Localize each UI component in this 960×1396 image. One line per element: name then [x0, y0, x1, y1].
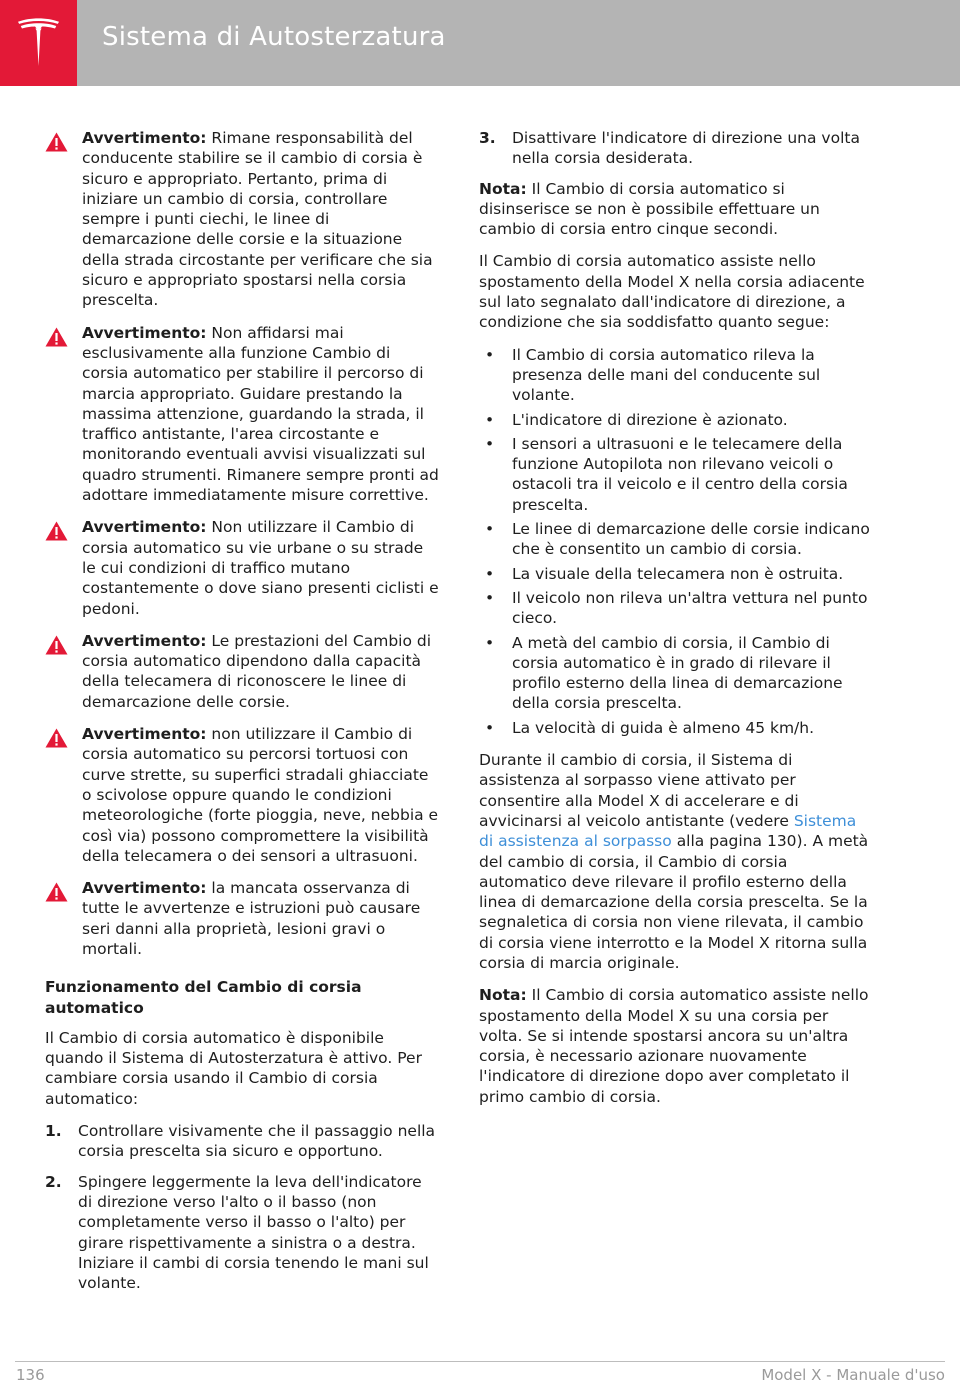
warning-icon: [45, 521, 68, 541]
warning-block: [45, 631, 440, 712]
conditions-intro: Il Cambio di corsia automatico assiste nello spostamento della Model X nella corsia adiacente sul lato segnalato dall'indicatore di direzione, a condizione che sia soddisfatto quanto segue:: [479, 252, 865, 332]
warning-text: Avvertimento: Le prestazioni del Cambio di corsia automatico dipendono dalla capacità della telecamera di riconoscere le linee di demarcazione delle corsie.: [82, 631, 432, 711]
list-item: • Le linee di demarcazione delle corsie indicano che è consentito un cambio di corsia.: [479, 519, 875, 560]
warning-block: [45, 878, 440, 959]
warning-icon: [45, 882, 68, 902]
note-paragraph: Nota: Il Cambio di corsia automatico si disinserisce se non è possibile effettuare un cambio di corsia entro cinque secondi.: [479, 179, 820, 239]
warning-text: Avvertimento: la mancata osservanza di tutte le avvertenze e istruzioni può causare seri danni alla proprietà, lesioni gravi o mortali.: [82, 879, 421, 958]
warning-text: Avvertimento: Rimane responsabilità del conducente stabilire se il cambio di corsia è sicuro e appropriato. Pertanto, prima di iniziare un cambio di corsia, controllare sempre i punti ciechi, le linee di demarcazione delle corsie e la situazione della strada circostante per verificare che sia sicuro e appropriato spostarsi nella corsia prescelta.: [82, 129, 433, 310]
section-heading: Funzionamento del Cambio di corsia automatico: [45, 978, 362, 1017]
warning-icon: [45, 635, 68, 655]
page-title: Sistema di Autosterzatura: [102, 22, 446, 52]
conditions-list: [479, 345, 875, 738]
list-item: • A metà del cambio di corsia, il Cambio di corsia automatico è in grado di rilevare il profilo esterno della linea di demarcazione della corsia prescelta.: [479, 633, 875, 714]
warning-icon: [45, 327, 68, 347]
list-item: • Il veicolo non rileva un'altra vettura nel punto cieco.: [479, 588, 875, 629]
tesla-logo-icon: [13, 17, 64, 69]
warning-icon: [45, 728, 68, 748]
warning-block: [45, 128, 440, 311]
steps-list-continued: [479, 128, 875, 169]
footer-divider: [15, 1361, 945, 1362]
list-item: • Il Cambio di corsia automatico rileva la presenza delle mani del conducente sul volante.: [479, 345, 875, 406]
warning-icon: [45, 132, 68, 152]
list-item: • La velocità di guida è almeno 45 km/h.: [479, 718, 875, 738]
page-header: [0, 0, 960, 86]
warning-text: Avvertimento: non utilizzare il Cambio di corsia automatico su percorsi tortuosi con curve strette, su superfici stradali ghiacciate o scivolose oppure quando le condizioni meteorologiche (forte pioggia, neve, nebbia e così via) possono compromettere la visibilità della telecamera o dei sensori a ultrasuoni.: [82, 725, 439, 865]
list-item: • I sensori a ultrasuoni e le telecamere della funzione Autopilota non rilevano veicoli o ostacoli tra il veicolo e il centro della corsia prescelta.: [479, 434, 875, 515]
warning-block: [45, 517, 440, 618]
right-column: [479, 128, 875, 1119]
steps-list: [45, 1121, 440, 1293]
list-item: • L'indicatore di direzione è azionato.: [479, 410, 875, 430]
list-item: 2. Spingere leggermente la leva dell'indicatore di direzione verso l'alto o il basso (non completamente verso il basso o l'alto) per girare rispettivamente a sinistra o a destra. Iniziare il cambi di corsia tenendo le mani sul volante.: [45, 1172, 429, 1293]
list-item: • La visuale della telecamera non è ostruita.: [479, 564, 875, 584]
warning-text: Avvertimento: Non affidarsi mai esclusivamente alla funzione Cambio di corsia automatico per stabilire il percorso di marcia appropriato. Guidare prestando la massima attenzione, guardando la strada, il traffico antistante, l'area circostante e monitorando eventuali avvisi visualizzati sul quadro strumenti. Rimanere sempre pronti ad adottare immediatamente misure correttive.: [82, 323, 439, 505]
overtake-assist-link[interactable]: Sistema di assistenza al sorpasso: [479, 811, 857, 851]
list-item: 3. Disattivare l'indicatore di direzione una volta nella corsia desiderata.: [479, 129, 860, 168]
left-column: [45, 128, 440, 1303]
warning-text: Avvertimento: Non utilizzare il Cambio di corsia automatico su vie urbane o su strade le cui condizioni di traffico mutano costantemente o dove siano presenti ciclisti e pedoni.: [82, 518, 439, 618]
warning-block: [45, 323, 440, 506]
section-intro: Il Cambio di corsia automatico è disponibile quando il Sistema di Autosterzatura è attivo. Per cambiare corsia usando il Cambio di corsia automatico:: [45, 1028, 422, 1108]
manual-title: Model X - Manuale d'uso: [761, 1366, 945, 1384]
brand-logo: [0, 0, 77, 86]
list-item: 1. Controllare visivamente che il passaggio nella corsia prescelta sia sicuro e opportuno.: [45, 1122, 436, 1161]
page-number: 136: [16, 1366, 45, 1384]
during-paragraph: Durante il cambio di corsia, il Sistema di assistenza al sorpasso viene attivato per consentire alla Model X di accelerare e di avvicinarsi al veicolo antistante (vedere Sistema di assistenza al sorpasso alla pagina 130). A metà del cambio di corsia, il Cambio di corsia automatico deve rilevare il profilo esterno della linea di demarcazione della corsia prescelta. Se la segnaletica di corsia non viene rilevata, il cambio di corsia viene interrotto e la Model X ritorna sulla corsia di marcia originale.: [479, 751, 869, 972]
note-paragraph: Nota: Il Cambio di corsia automatico assiste nello spostamento della Model X su una corsia per volta. Se si intende spostarsi ancora su un'altra corsia, è necessario azionare nuovamente l'indicatore di direzione dopo aver completato il primo cambio di corsia.: [479, 986, 869, 1106]
warning-block: [45, 724, 440, 866]
